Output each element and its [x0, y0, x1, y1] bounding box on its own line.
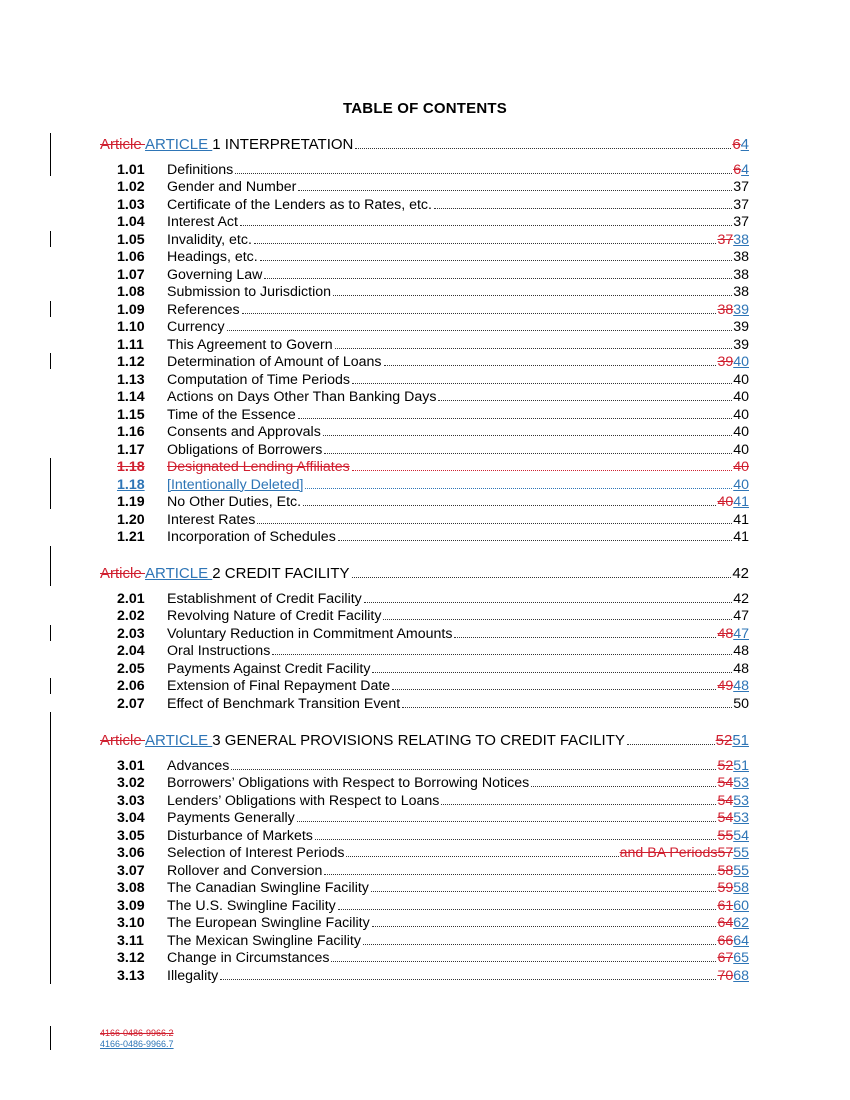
page-number: 48: [733, 643, 749, 659]
section-label: Illegality: [167, 967, 219, 984]
dot-leader: [264, 278, 732, 279]
section-number: 3.02: [117, 775, 145, 791]
dot-leader: [324, 453, 732, 454]
toc-row[interactable]: [117, 528, 749, 546]
page-number: 50: [733, 695, 749, 712]
section-number: 1.19: [117, 494, 145, 510]
page-number: 40: [733, 406, 749, 423]
section-number: 1.20: [117, 511, 145, 528]
dot-leader: [324, 874, 716, 875]
page-number: 5453: [717, 775, 749, 791]
section-label: No Other Duties, Etc.: [167, 494, 302, 510]
section-label: Voluntary Reduction in Commitment Amounts: [167, 625, 453, 642]
toc-row[interactable]: [117, 896, 749, 914]
dot-leader: [323, 435, 732, 436]
section-number: 1.06: [117, 249, 145, 265]
section-number: 1.12: [117, 354, 145, 370]
section-label: Disturbance of Markets: [167, 827, 313, 844]
page-number: 48: [733, 660, 749, 677]
section-label: The European Swingline Facility: [167, 915, 370, 931]
toc-row[interactable]: [117, 510, 749, 528]
dot-leader: [372, 672, 732, 673]
dot-leader: [242, 313, 717, 314]
toc-row[interactable]: [117, 213, 749, 231]
page-number: 38: [733, 249, 749, 265]
toc-row[interactable]: [117, 607, 749, 625]
change-bar: [50, 458, 51, 509]
page-number: 6664: [717, 932, 749, 949]
dot-leader: [434, 208, 732, 209]
section-label: Computation of Time Periods: [167, 371, 350, 388]
page-number: 64: [733, 161, 749, 178]
page-number: 64: [732, 136, 749, 153]
section-label: Certificate of the Lenders as to Rates, etc.: [167, 196, 432, 213]
section-label: Borrowers’ Obligations with Respect to Borrowing Notices: [167, 775, 530, 791]
page-number: 3839: [717, 301, 749, 318]
page-number: 5453: [717, 810, 749, 826]
dot-leader: [355, 148, 731, 149]
section-label: Gender and Number: [167, 179, 297, 195]
section-number: 3.13: [117, 967, 145, 984]
change-bar: [50, 1026, 51, 1050]
dot-leader: [272, 654, 732, 655]
section-number: 3.03: [117, 792, 145, 809]
section-number: 3.06: [117, 845, 145, 861]
document-footer: [100, 1028, 174, 1049]
section-number: 2.02: [117, 608, 145, 624]
page-number: 37: [733, 196, 749, 213]
toc-row[interactable]: [117, 861, 749, 879]
toc-row[interactable]: [117, 335, 749, 353]
toc-row[interactable]: [117, 642, 749, 660]
dot-leader: [298, 418, 732, 419]
dot-leader: [383, 619, 732, 620]
section-number: 3.10: [117, 915, 145, 931]
toc-row[interactable]: [117, 178, 749, 196]
section-number: 1.14: [117, 389, 145, 405]
inserted-doc-id: 4166-0486-9966.7: [100, 1039, 174, 1049]
toc-row[interactable]: [117, 949, 749, 967]
change-bar: [50, 678, 51, 694]
toc-row[interactable]: [117, 353, 749, 371]
section-number: 2.07: [117, 695, 145, 712]
section-label: Effect of Benchmark Transition Event: [167, 695, 401, 712]
section-label: Change in Circumstances: [167, 950, 330, 966]
section-number: 2.03: [117, 625, 145, 642]
dot-leader: [371, 891, 717, 892]
section-label: Interest Rates: [167, 511, 256, 528]
page-number: 4847: [717, 625, 749, 642]
toc-row-deleted[interactable]: [117, 458, 749, 476]
dot-leader: [346, 856, 618, 857]
change-bar: [50, 712, 51, 984]
toc-row-inserted[interactable]: [117, 475, 749, 493]
section-number: 1.17: [117, 441, 145, 458]
dot-leader: [315, 839, 717, 840]
section-label: Consents and Approvals: [167, 424, 321, 440]
section-number: 3.12: [117, 950, 145, 966]
section-number: 1.08: [117, 284, 145, 300]
section-label: Selection of Interest Periods: [167, 845, 345, 861]
page-number: 6160: [717, 897, 749, 914]
toc-row[interactable]: [117, 774, 749, 792]
section-label: Incorporation of Schedules: [167, 529, 336, 545]
toc-row[interactable]: [117, 195, 749, 213]
section-label: Time of the Essence: [167, 406, 296, 423]
dot-leader: [338, 540, 732, 541]
section-number: 2.04: [117, 643, 145, 659]
section-number: 2.05: [117, 660, 145, 677]
page-number: 5251: [715, 732, 749, 749]
section-label: This Agreement to Govern: [167, 336, 333, 353]
section-number: 1.16: [117, 424, 145, 440]
section-number: 3.04: [117, 810, 145, 826]
page-number: 38: [733, 284, 749, 300]
dot-leader: [438, 400, 732, 401]
page-number: 7068: [717, 967, 749, 984]
section-number: 3.09: [117, 897, 145, 914]
page-number: 4041: [717, 494, 749, 510]
section-number: 2.06: [117, 678, 145, 694]
toc-article-1[interactable]: [100, 133, 749, 153]
toc-row[interactable]: [117, 405, 749, 423]
toc-row[interactable]: [117, 931, 749, 949]
dot-leader: [254, 243, 717, 244]
toc-row[interactable]: [117, 300, 749, 318]
toc-row[interactable]: [117, 624, 749, 642]
section-label: Determination of Amount of Loans: [167, 354, 382, 370]
change-bar: [50, 301, 51, 317]
toc-row[interactable]: [117, 844, 749, 862]
section-label: Currency: [167, 319, 225, 335]
page-number: 47: [733, 608, 749, 624]
page-number: 40: [733, 389, 749, 405]
page-number: 39: [733, 336, 749, 353]
section-number: 1.01: [117, 161, 145, 178]
page-number: 41: [733, 511, 749, 528]
section-label: Lenders’ Obligations with Respect to Loans: [167, 792, 440, 809]
section-label: Actions on Days Other Than Banking Days: [167, 389, 437, 405]
page-number: 40: [733, 476, 749, 493]
toc-row[interactable]: [117, 493, 749, 511]
page-number: 4948: [717, 678, 749, 694]
section-number: 3.05: [117, 827, 145, 844]
page-number: 5453: [717, 792, 749, 809]
section-number: 1.04: [117, 214, 145, 230]
toc-row[interactable]: [117, 370, 749, 388]
section-label: Governing Law: [167, 266, 263, 283]
section-number: 1.13: [117, 371, 145, 388]
dot-leader: [235, 173, 732, 174]
dot-leader: [402, 707, 732, 708]
dot-leader: [260, 260, 733, 261]
page-number: 40: [733, 371, 749, 388]
section-number: 1.18: [117, 459, 145, 475]
change-bar: [50, 231, 51, 247]
page-number: 5855: [717, 862, 749, 879]
toc-row[interactable]: [117, 879, 749, 897]
article-label: Article ARTICLE 3 GENERAL PROVISIONS RELATING TO CREDIT FACILITY: [100, 732, 625, 749]
dot-leader: [220, 979, 716, 980]
section-number: 1.05: [117, 231, 145, 248]
section-label: Headings, etc.: [167, 249, 258, 265]
toc-title: TABLE OF CONTENTS: [343, 100, 507, 117]
toc-row[interactable]: [117, 914, 749, 932]
section-number: 1.07: [117, 266, 145, 283]
toc-row[interactable]: [117, 826, 749, 844]
page-number: 42: [732, 565, 749, 582]
section-label: Designated Lending Affiliates: [167, 459, 350, 475]
toc-row[interactable]: [117, 809, 749, 827]
page-number: 5554: [717, 827, 749, 844]
page-number: 38: [733, 266, 749, 283]
section-label: Advances: [167, 757, 230, 774]
section-label: Establishment of Credit Facility: [167, 590, 362, 607]
toc-row[interactable]: [117, 160, 749, 178]
dot-leader: [363, 944, 716, 945]
page-number: 6462: [717, 915, 749, 931]
toc-row[interactable]: [117, 589, 749, 607]
toc-article-2[interactable]: [100, 562, 749, 582]
section-number: 1.09: [117, 301, 145, 318]
dot-leader: [364, 602, 732, 603]
section-label: The U.S. Swingline Facility: [167, 897, 336, 914]
dot-leader: [441, 804, 716, 805]
dot-leader: [352, 383, 732, 384]
section-label: Rollover and Conversion: [167, 862, 323, 879]
page-number: 5958: [717, 880, 749, 896]
section-number: 3.08: [117, 880, 145, 896]
section-number: 3.07: [117, 862, 145, 879]
change-bar: [50, 133, 51, 176]
page-number: 41: [733, 529, 749, 545]
page-number: 3738: [717, 231, 749, 248]
section-label: Payments Against Credit Facility: [167, 660, 371, 677]
change-bar: [50, 546, 51, 586]
dot-leader: [627, 744, 715, 745]
section-label: Revolving Nature of Credit Facility: [167, 608, 382, 624]
section-number: 1.03: [117, 196, 145, 213]
page-number: 5251: [717, 757, 749, 774]
section-label: [Intentionally Deleted]: [167, 476, 304, 493]
toc-row[interactable]: [117, 677, 749, 695]
section-number: 1.11: [117, 336, 144, 353]
section-number: 3.11: [117, 932, 144, 949]
deleted-doc-id: 4166-0486-9966.2: [100, 1028, 174, 1038]
section-number: 3.01: [117, 757, 145, 774]
dot-leader: [331, 961, 716, 962]
section-number: 1.15: [117, 406, 145, 423]
dot-leader: [338, 909, 717, 910]
toc-row[interactable]: [117, 388, 749, 406]
section-label: Extension of Final Repayment Date: [167, 678, 391, 694]
toc-row[interactable]: [117, 230, 749, 248]
dot-leader: [352, 577, 732, 578]
dot-leader: [231, 769, 716, 770]
section-label: Interest Act: [167, 214, 238, 230]
toc-row[interactable]: [117, 248, 749, 266]
article-label: Article ARTICLE 2 CREDIT FACILITY: [100, 565, 350, 582]
dot-leader: [305, 488, 732, 489]
section-label: References: [167, 301, 240, 318]
dot-leader: [454, 637, 716, 638]
section-number: 1.02: [117, 179, 145, 195]
page-number: 40: [733, 459, 749, 475]
section-label: Definitions: [167, 161, 234, 178]
dot-leader: [297, 821, 717, 822]
deleted-text: and BA Periods: [619, 845, 718, 861]
toc-row[interactable]: [117, 756, 749, 774]
page-number: 42: [733, 590, 749, 607]
toc-row[interactable]: [117, 966, 749, 984]
section-label: Invalidity, etc.: [167, 231, 252, 248]
dot-leader: [352, 470, 732, 471]
dot-leader: [298, 190, 732, 191]
section-label: Payments Generally: [167, 810, 295, 826]
toc-row[interactable]: [117, 283, 749, 301]
section-label: The Canadian Swingline Facility: [167, 880, 369, 896]
section-label: Submission to Jurisdiction: [167, 284, 332, 300]
section-number: 1.18: [117, 476, 145, 493]
section-label: Obligations of Borrowers: [167, 441, 323, 458]
dot-leader: [392, 689, 716, 690]
dot-leader: [333, 295, 732, 296]
dot-leader: [227, 330, 733, 331]
toc-row[interactable]: [117, 318, 749, 336]
toc-row[interactable]: [117, 423, 749, 441]
page-number: 37: [733, 179, 749, 195]
toc-article-3[interactable]: [100, 729, 749, 749]
toc-row[interactable]: [117, 791, 749, 809]
toc-row[interactable]: [117, 265, 749, 283]
dot-leader: [335, 348, 733, 349]
article-label: Article ARTICLE 1 INTERPRETATION: [100, 136, 354, 153]
section-label: Oral Instructions: [167, 643, 271, 659]
toc-row[interactable]: [117, 659, 749, 677]
dot-leader: [384, 365, 717, 366]
section-number: 1.10: [117, 319, 145, 335]
page-number: 37: [733, 214, 749, 230]
page-number: 40: [733, 424, 749, 440]
page-number: 40: [733, 441, 749, 458]
dot-leader: [303, 505, 716, 506]
section-label: The Mexican Swingline Facility: [167, 932, 361, 949]
change-bar: [50, 353, 51, 369]
page-number: 5755: [717, 845, 749, 861]
page-number: 6765: [717, 950, 749, 966]
section-number: 1.21: [117, 529, 145, 545]
page-number: 39: [733, 319, 749, 335]
section-number: 2.01: [117, 590, 145, 607]
dot-leader: [531, 786, 716, 787]
dot-leader: [257, 523, 732, 524]
dot-leader: [372, 926, 717, 927]
toc-row[interactable]: [117, 694, 749, 712]
dot-leader: [240, 225, 732, 226]
toc-row[interactable]: [117, 440, 749, 458]
page-number: 3940: [717, 354, 749, 370]
change-bar: [50, 625, 51, 641]
